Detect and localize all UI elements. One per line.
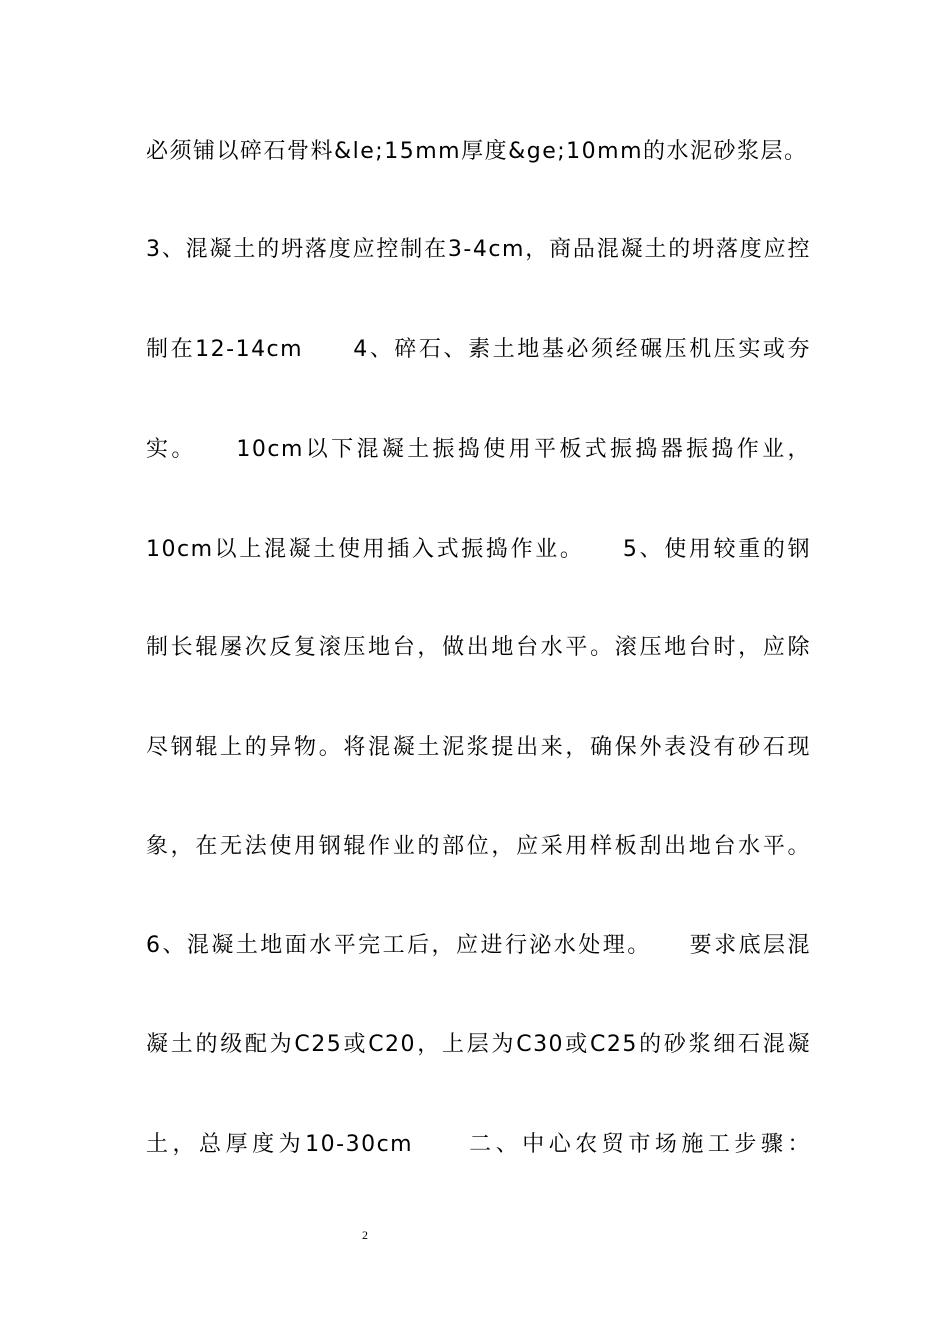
page-number: 2 xyxy=(362,1228,368,1242)
text-line-3: 制在12-14cm 4、碎石、素土地基必须经碾压机压实或夯 xyxy=(146,337,811,362)
text-line-5: 10cm以上混凝土使用插入式振捣作业。 5、使用较重的钢 xyxy=(146,537,811,562)
text-line-9: 6、混凝土地面水平完工后，应进行泌水处理。 要求底层混 xyxy=(146,933,811,958)
text-line-2: 3、混凝土的坍落度应控制在3-4cm，商品混凝土的坍落度应控 xyxy=(146,237,811,262)
text-line-11: 土，总厚度为10-30cm 二、中心农贸市场施工步骤： xyxy=(146,1132,811,1157)
text-line-6: 制长辊屡次反复滚压地台，做出地台水平。滚压地台时，应除 xyxy=(146,635,811,660)
text-line-1: 必须铺以碎石骨料&le;15mm厚度&ge;10mm的水泥砂浆层。 xyxy=(146,139,808,164)
text-line-8: 象，在无法使用钢辊作业的部位，应采用样板刮出地台水平。 xyxy=(146,834,811,859)
text-line-10: 凝土的级配为C25或C20，上层为C30或C25的砂浆细石混凝 xyxy=(146,1032,811,1057)
text-line-7: 尽钢辊上的异物。将混凝土泥浆提出来，确保外表没有砂石现 xyxy=(146,735,811,760)
text-line-4: 实。 10cm以下混凝土振捣使用平板式振捣器振捣作业， xyxy=(146,437,811,462)
